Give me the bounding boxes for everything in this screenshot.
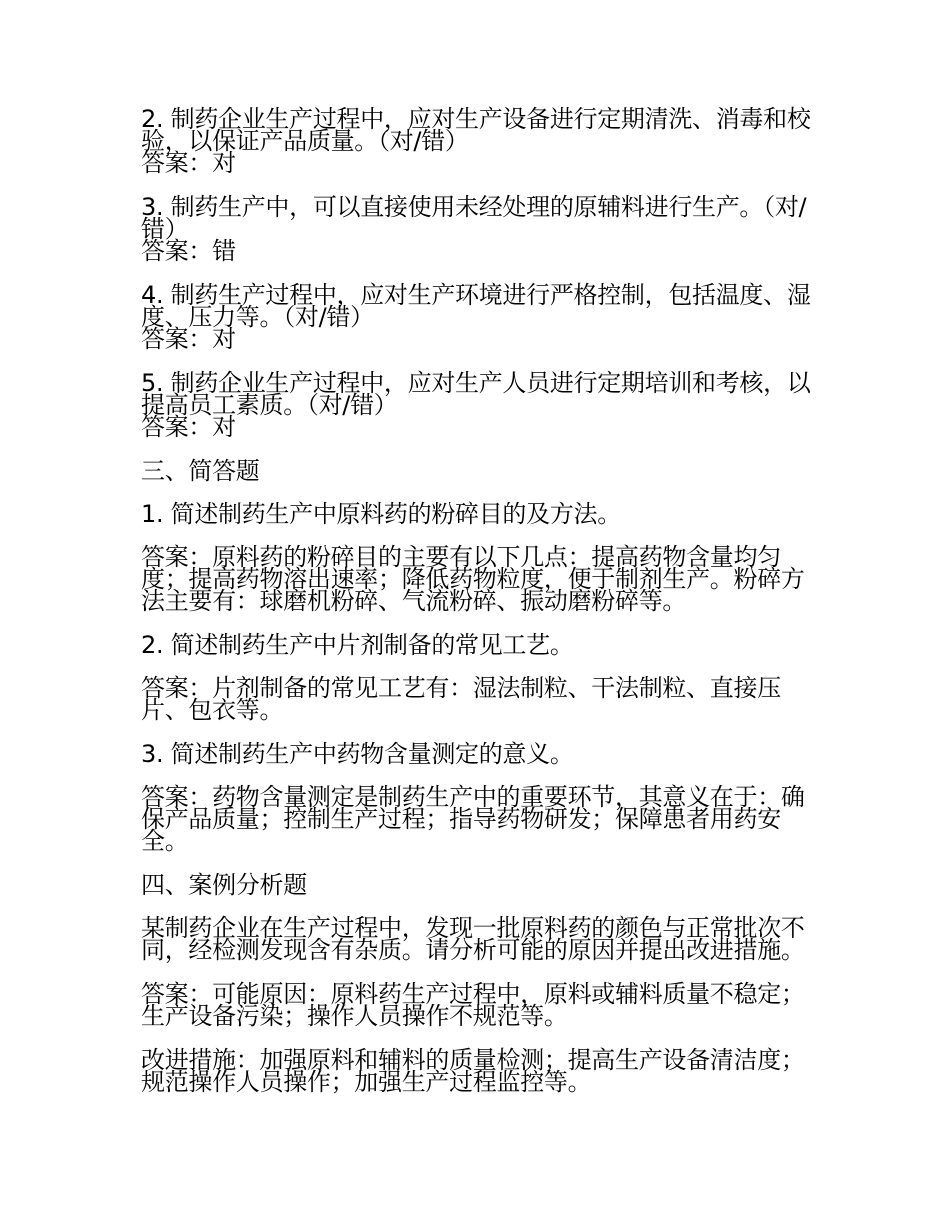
short-answer-answer-1 [141, 543, 813, 615]
section-heading: 三、简答题 [141, 457, 260, 485]
true-false-question-4 [141, 281, 813, 353]
question-text: 3. 简述制药生产中药物含量测定的意义。 [141, 740, 574, 768]
question-text: 3. 制药生产中，可以直接使用未经处理的原辅料进行生产。（对/错） [141, 193, 807, 243]
question-text: 4. 制药生产过程中，应对生产环境进行严格控制，包括温度、湿度、压力等。（对/错） [141, 281, 811, 331]
case-improvement [141, 1046, 813, 1096]
question-text: 1. 简述制药生产中原料药的粉碎目的及方法。 [141, 500, 621, 528]
short-answer-answer-3 [141, 783, 813, 855]
improvement-text: 改进措施：加强原料和辅料的质量检测；提高生产设备清洁度；规范操作人员操作；加强生产过程监控等。 [141, 1046, 805, 1096]
answer-text: 答案：片剂制备的常见工艺有：湿法制粒、干法制粒、直接压片、包衣等。 [141, 674, 781, 724]
section-heading-case-analysis [141, 871, 813, 899]
answer-text: 答案：对 [141, 149, 236, 177]
document-page [141, 105, 813, 1115]
answer-text: 答案：药物含量测定是制药生产中的重要环节，其意义在于：确保产品质量；控制生产过程；指导药物研发；保障患者用药安全。 [141, 783, 805, 855]
answer-text: 答案：对 [141, 325, 236, 353]
case-scenario [141, 914, 813, 964]
question-text: 2. 制药企业生产过程中，应对生产设备进行定期清洗、消毒和校验，以保证产品质量。（对/错） [141, 105, 811, 155]
question-text: 2. 简述制药生产中片剂制备的常见工艺。 [141, 631, 574, 659]
short-answer-question-3 [141, 740, 813, 768]
section-heading: 四、案例分析题 [141, 871, 307, 899]
short-answer-answer-2 [141, 674, 813, 724]
case-answer [141, 980, 813, 1030]
true-false-question-5 [141, 369, 813, 441]
answer-text: 答案：对 [141, 413, 236, 441]
true-false-question-2 [141, 105, 813, 177]
scenario-text: 某制药企业在生产过程中，发现一批原料药的颜色与正常批次不同，经检测发现含有杂质。请分析可能的原因并提出改进措施。 [141, 914, 805, 964]
true-false-question-3 [141, 193, 813, 265]
answer-text: 答案：错 [141, 237, 236, 265]
answer-text: 答案：原料药的粉碎目的主要有以下几点：提高药物含量均匀度；提高药物溶出速率；降低药物粒度，便于制剂生产。粉碎方法主要有：球磨机粉碎、气流粉碎、振动磨粉碎等。 [141, 543, 805, 615]
answer-text: 答案：可能原因：原料药生产过程中，原料或辅料质量不稳定；生产设备污染；操作人员操作不规范等。 [141, 980, 805, 1030]
question-text: 5. 制药企业生产过程中，应对生产人员进行定期培训和考核，以提高员工素质。（对/错） [141, 369, 811, 419]
short-answer-question-2 [141, 631, 813, 659]
section-heading-short-answer [141, 457, 813, 485]
short-answer-question-1 [141, 500, 813, 528]
